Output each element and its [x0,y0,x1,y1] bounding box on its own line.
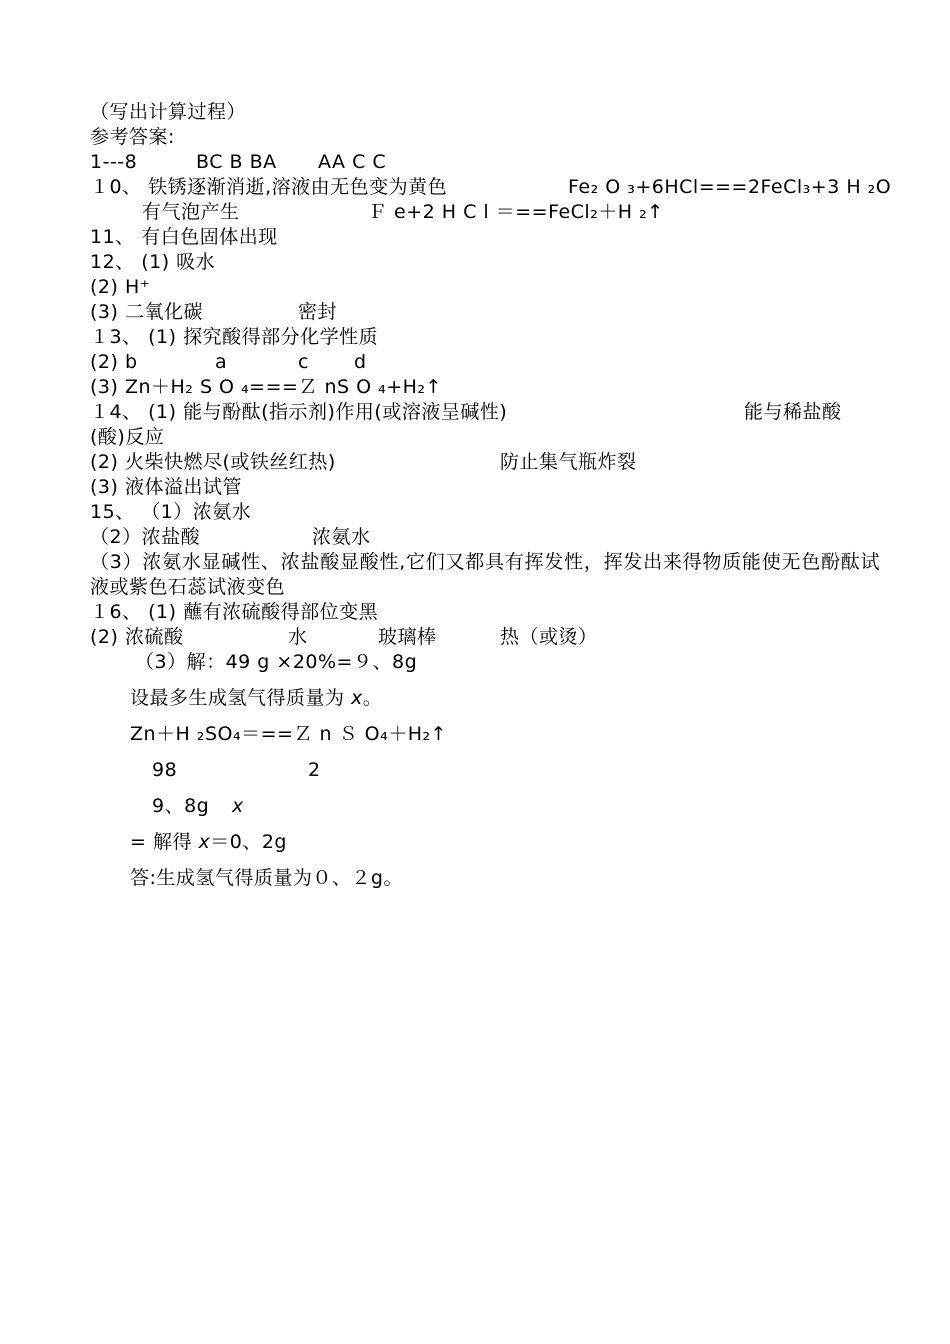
solution-step-1: （3）解：49 g ×20%=９、8g [135,651,418,673]
answer-line-13-2 [90,350,880,375]
answer-line-14-2 [90,450,880,475]
answer-14-text: １4、 (1) 能与酚酞(指示剂)作用(或溶液呈碱性) [90,401,508,423]
solution-variable: x [351,687,363,709]
answer-16-2-text: (2) 浓硫酸 [90,626,184,648]
answer-12-text: 12、 (1) 吸水 [90,251,216,273]
answer-13-3-equation: (3) Zn＋H₂ S O ₄===Ｚ nS O ₄+H₂↑ [90,376,442,398]
solution-line-5 [152,794,880,819]
answer-line-14-3 [90,475,880,500]
answer-13-text: １3、 (1) 探究酸得部分化学性质 [90,326,379,348]
answer-16-2-rod: 玻璃棒 [378,626,437,648]
answer-line-15-3 [90,550,880,600]
answer-15-3-text: （3）浓氨水显碱性、浓盐酸显酸性,它们又都具有挥发性，挥发出来得物质能使无色酚酞试液或紫色石蕊试液变色 [90,551,880,598]
solution-line-7 [130,866,880,891]
answer-line-16 [90,600,880,625]
solution-result-variable: x [198,831,211,853]
answer-10-equation: Fe₂ O ₃+6HCl===2FeCl₃+3 H ₂O [568,176,892,198]
unknown-mass: x [232,795,244,817]
answer-14-2-text: (2) 火柴快燃尽(或铁丝红热) [90,451,336,473]
answer-14-2-extra: 防止集气瓶炸裂 [500,451,637,473]
answer-heading-text: 参考答案: [90,126,175,148]
answer-line-14-cont [90,425,880,450]
molar-mass-h2: 2 [308,759,321,781]
solution-line-2 [130,686,880,711]
solution-equation: Zn＋H ₂SO₄＝==Ｚ n Ｓ O₄＋H₂↑ [130,723,448,745]
answer-line-1-8 [90,150,880,175]
solution-result-text: = 解得 [130,831,199,853]
answer-line-12-3 [90,300,880,325]
answers-group-2: AA C C [318,151,387,173]
answer-heading [90,125,880,150]
solution-result-value: ＝0、2g [210,831,287,853]
answer-line-10 [90,175,892,200]
answer-line-10-b [90,200,880,225]
given-mass: 9、8g [152,795,210,817]
answer-line-15 [90,500,880,525]
answer-13-2-a: a [215,351,228,373]
answer-16-text: １6、 (1) 蘸有浓硫酸得部位变黑 [90,601,379,623]
answer-13-2-d: d [354,351,367,373]
answer-14-cont-text: (酸)反应 [90,426,165,448]
answer-10-equation-2: Ｆ e+2 H C l ＝==FeCl₂＋H ₂↑ [368,201,664,223]
answer-15-2-extra: 浓氨水 [312,526,371,548]
answer-13-2-c: c [298,351,309,373]
answer-16-2-water: 水 [288,626,308,648]
answer-line-12-2 [90,275,880,300]
solution-let-text: 设最多生成氢气得质量为 [130,687,352,709]
answer-11-text: 11、 有白色固体出现 [90,226,278,248]
answer-10-text: １0、 铁锈逐渐消逝,溶液由无色变为黄色 [90,176,448,198]
solution-line-1 [135,650,880,675]
answer-14-text-2: 能与稀盐酸 [744,401,842,423]
answer-12-3-text: (3) 二氧化碳 [90,301,203,323]
answer-line-13 [90,325,880,350]
answer-15-2-text: （2）浓盐酸 [90,526,201,548]
answer-line-15-2 [90,525,880,550]
answer-15-text: 15、 （1）浓氨水 [90,501,252,523]
answer-14-3-text: (3) 液体溢出试管 [90,476,242,498]
answer-13-2-b: (2) b [90,351,138,373]
answer-16-2-heat: 热（或烫） [500,626,598,648]
solution-let-end: 。 [362,687,383,709]
q-range: 1---8 [90,151,138,173]
solution-line-6 [130,830,880,855]
solution-line-4 [152,758,880,783]
solution-answer: 答:生成氢气得质量为０、２g。 [130,867,403,889]
answer-10-observation: 有气泡产生 [142,201,240,223]
answers-group-1: BC B BA [196,151,277,173]
answer-line-13-3 [90,375,880,400]
answer-line-16-2 [90,625,880,650]
solution-line-3 [130,722,880,747]
answer-line-12 [90,250,880,275]
answer-12-2-text: (2) H⁺ [90,276,151,298]
answer-line-11 [90,225,880,250]
instruction-text: （写出计算过程） [90,101,247,123]
molar-mass-h2so4: 98 [152,759,178,781]
answer-12-3-extra: 密封 [298,301,338,323]
answer-line-14 [90,400,880,425]
instruction-line [90,100,880,125]
